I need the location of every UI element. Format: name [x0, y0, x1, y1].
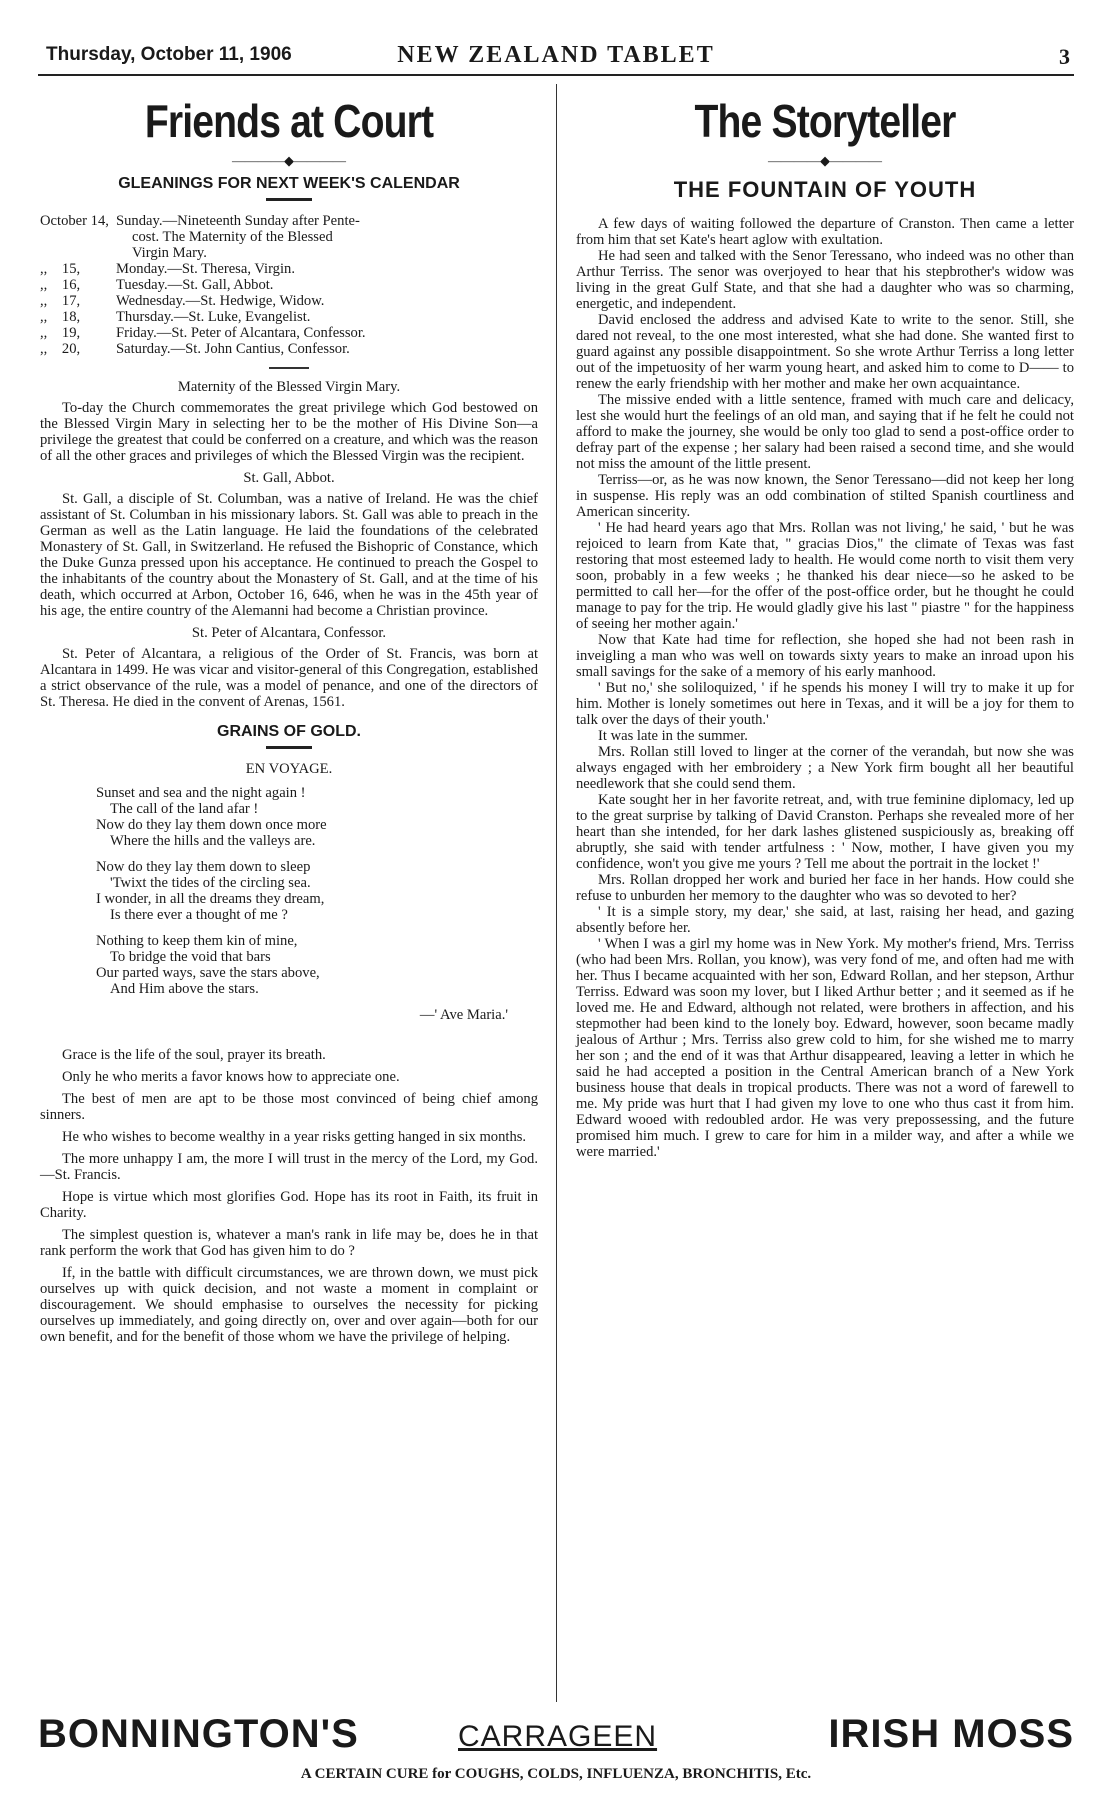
calendar-entry — [40, 277, 538, 293]
calendar-feast: Tuesday.—St. Gall, Abbot. — [116, 277, 274, 293]
calendar-date: ,, 18, — [40, 309, 81, 325]
feast-title: St. Peter of Alcantara, Confessor. — [191, 625, 387, 641]
advertisement — [38, 1712, 1074, 1792]
maxims-list — [40, 1047, 538, 1345]
ad-product-carrageen: CARRAGEEN — [458, 1720, 658, 1753]
poem-stanza — [96, 859, 538, 923]
poem-attribution: —' Ave Maria.' — [419, 1007, 508, 1023]
feast-title: St. Gall, Abbot. — [243, 470, 335, 486]
maxim: Hope is virtue which most glorifies God. Hope has its root in Faith, its fruit in Charity. — [40, 1189, 538, 1221]
short-rule — [269, 367, 309, 369]
calendar-date: ,, 17, — [40, 293, 81, 309]
story-paragraph: Now that Kate had time for reflection, she hoped she had not been rash in inveigling a man who was well on towards sixty years to make an inroad upon his small savings for the sake of a memory of his early manhood. — [576, 632, 1074, 680]
calendar-feast: Wednesday.—St. Hedwige, Widow. — [116, 293, 325, 309]
short-rule — [266, 746, 312, 749]
maxim: The best of men are apt to be those most convinced of being chief among sinners. — [40, 1091, 538, 1123]
poem-line: Nothing to keep them kin of mine, — [96, 933, 298, 949]
left-column — [40, 84, 538, 1351]
poem-line: To bridge the void that bars — [110, 949, 271, 965]
story-paragraph: ' He had heard years ago that Mrs. Rollan was not living,' he said, ' but he was rejoiced to learn from Kate that, " gracias Dios," the climate of Texas was fast restoring that most esteemed lady to health. He would come north to visit them very soon, probably in a few weeks ; he thanked his dear niece—so he asked to be permitted to call her—for the offer of the post-office order, but he thought he could manage to pay for the trip. He would gladly give his last " piastre " for the happiness of seeing her mother again.' — [576, 520, 1074, 632]
calendar-heading: GLEANINGS FOR NEXT WEEK'S CALENDAR — [118, 175, 460, 192]
calendar-date: ,, 20, — [40, 341, 81, 357]
ornament-divider: ――――◆―――― — [768, 153, 882, 168]
story-paragraph: A few days of waiting followed the departure of Cranston. Then came a letter from him that set Kate's heart aglow with exultation. — [576, 216, 1074, 248]
story-paragraph: Kate sought her in her favorite retreat, and, with true feminine diplomacy, led up to the great surprise by talking of David Cranston. Perhaps she revealed more of her heart than she intended, for her dark lashes glistened suspiciously as, breaking off abruptly, she said with tender artfulness : ' Now, mother, I have given you my confidence, won't you give me yours ? Tell me about the portrait in the locket !' — [576, 792, 1074, 872]
calendar-entry — [40, 341, 538, 357]
maxim: If, in the battle with difficult circumstances, we are thrown down, we must pick ourselves up with quick decision, and not waste a moment in complaint or discouragement. We should emphasise to ourselves the necessity for picking ourselves up immediately, and going directly on, over and over again—both for our own benefit, and for the benefit of those whom we have the privilege of helping. — [40, 1265, 538, 1345]
newspaper-title: NEW ZEALAND TABLET — [397, 42, 715, 68]
story-body — [576, 216, 1074, 1160]
section-heading-storyteller: The Storyteller — [694, 95, 956, 147]
feast-body: St. Gall, a disciple of St. Columban, was a native of Ireland. He was the chief assistant of St. Columban in his missionary labors. St. Gall was able to preach in the German as well as the Latin language. He laid the foundations of the celebrated Monastery of St. Gall, in Switzerland. He refused the Bishopric of Constance, which the Duke Gunza pressed upon his acceptance. He continued to preach the Gospel to the inhabitants of the country about the Monastery of St. Gall, and at the time of his death, which occurred at Arbon, October 16, 646, when he was in the 45th year of his age, the entire country of the Alemanni had become a Christian province. — [40, 491, 538, 619]
poem-line: 'Twixt the tides of the circling sea. — [110, 875, 311, 891]
calendar-entry — [40, 293, 538, 309]
short-rule — [266, 198, 312, 201]
section-heading-friends-at-court: Friends at Court — [144, 95, 434, 147]
feast-title: Maternity of the Blessed Virgin Mary. — [177, 379, 401, 395]
grains-heading: GRAINS OF GOLD. — [217, 723, 361, 740]
poem-line: And Him above the stars. — [110, 981, 259, 997]
calendar-date: ,, 19, — [40, 325, 81, 341]
calendar-date: ,, 16, — [40, 277, 81, 293]
story-paragraph: ' It is a simple story, my dear,' she said, at last, raising her head, and gazing absently before her. — [576, 904, 1074, 936]
poem — [96, 785, 538, 997]
poem-line: Now do they lay them down once more — [96, 817, 327, 833]
poem-line: Is there ever a thought of me ? — [110, 907, 288, 923]
poem-line: Our parted ways, save the stars above, — [96, 965, 320, 981]
story-paragraph: Mrs. Rollan still loved to linger at the corner of the verandah, but now she was always engaged with her embroidery ; a New York firm bought all her beautiful needlework that she could send them. — [576, 744, 1074, 792]
calendar-entry-continued: cost. The Maternity of the Blessed — [132, 229, 333, 245]
calendar-feast: Friday.—St. Peter of Alcantara, Confessor. — [116, 325, 366, 341]
maxim: He who wishes to become wealthy in a year risks getting hanged in six months. — [62, 1129, 527, 1145]
column-divider — [556, 84, 557, 1702]
calendar-entry — [40, 309, 538, 325]
maxim: Only he who merits a favor knows how to appreciate one. — [62, 1069, 400, 1085]
ad-product-irish-moss: IRISH MOSS — [828, 1712, 1074, 1756]
story-paragraph: ' When I was a girl my home was in New York. My mother's friend, Mrs. Terriss (who had been Mrs. Rollan, you know), was very fond of me, and often had me with her. Thus I became acquainted with her son, Edward Rollan, and her stepson, Arthur Terriss. Edward was soon my lover, but I liked Arthur better ; and it seemed as if he loved me. He and Edward, although not related, were brothers in affection, and his stepmother had been kind to the lonely boy. Edward, however, soon became madly jealous of Arthur ; Mrs. Terriss also grew cold to him, for she wished me to marry her son ; and the end of it was that Arthur disappeared, leaving a letter in which he said he had accepted a position in the Central American branch of a New York business house that deals in tropical products. There was not a word of farewell to me. My pride was hurt that I had given my love to one who thus cast it from him. Edward wooed with redoubled ardor. He was very prepossessing, and the future promised him much. I grew to care for him in a milder way, and after a while we were married.' — [576, 936, 1074, 1160]
feast-body: St. Peter of Alcantara, a religious of the Order of St. Francis, was born at Alcantara in 1499. He was vicar and visitor-general of this Congregation, established a strict observance of the rule, was a model of penance, and one of the directors of St. Theresa. He died in the convent of Arenas, 1561. — [40, 646, 538, 710]
poem-line: Sunset and sea and the night again ! — [96, 785, 306, 801]
calendar-date: October 14, — [40, 213, 109, 229]
ad-brand: BONNINGTON'S — [38, 1712, 359, 1756]
poem-line: Where the hills and the valleys are. — [110, 833, 316, 849]
maxim: Grace is the life of the soul, prayer its breath. — [62, 1047, 326, 1063]
calendar-entry-continued: Virgin Mary. — [132, 245, 207, 261]
page-number: 3 — [1059, 44, 1070, 69]
masthead — [38, 42, 1074, 76]
poem-line: Now do they lay them down to sleep — [96, 859, 311, 875]
poem-stanza — [96, 933, 538, 997]
calendar-entry — [40, 325, 538, 341]
feast-body: To-day the Church commemorates the great privilege which God bestowed on the Blessed Virgin Mary in selecting her to be the mother of His Divine Son—a privilege the greatest that could be conferred on a creature, and which was the reason of all the other graces and privileges of which the Blessed Virgin was the recipient. — [40, 400, 538, 464]
calendar-feast: Saturday.—St. John Cantius, Confessor. — [116, 341, 350, 357]
issue-date: Thursday, October 11, 1906 — [46, 44, 292, 65]
calendar-feast: Sunday.—Nineteenth Sunday after Pente- — [116, 213, 360, 229]
story-paragraph: The missive ended with a little sentence, framed with much care and delicacy, lest she would hurt the feelings of an old man, and saying that if he felt he could not afford to make the journey, she would be only too glad to send a post-office order to defray part of the expense ; her salary had been raised a second time, and she would not miss the amount of the little present. — [576, 392, 1074, 472]
poem-line: The call of the land afar ! — [110, 801, 259, 817]
right-column — [576, 84, 1074, 1160]
ornament-divider: ――――◆―――― — [232, 153, 346, 168]
calendar-feast: Thursday.—St. Luke, Evangelist. — [116, 309, 311, 325]
calendar-feast: Monday.—St. Theresa, Virgin. — [116, 261, 295, 277]
poem-line: I wonder, in all the dreams they dream, — [96, 891, 325, 907]
story-paragraph: Mrs. Rollan dropped her work and buried her face in her hands. How could she refuse to unburden her memory to the daughter who was so devoted to her? — [576, 872, 1074, 904]
maxim: The simplest question is, whatever a man's rank in life may be, does he in that rank perform the work that God has given him to do ? — [40, 1227, 538, 1259]
maxim: The more unhappy I am, the more I will trust in the mercy of the Lord, my God.—St. Francis. — [40, 1151, 538, 1183]
story-paragraph: Terriss—or, as he was now known, the Senor Teressano—did not keep her long in suspense. His reply was an odd combination of stilted Spanish courtliness and American sincerity. — [576, 472, 1074, 520]
story-title: THE FOUNTAIN OF YOUTH — [673, 177, 977, 202]
calendar-entry — [40, 213, 538, 229]
calendar-entry — [40, 261, 538, 277]
story-paragraph: He had seen and talked with the Senor Teressano, who indeed was no other than Arthur Terriss. The senor was overjoyed to hear that his stepbrother's widow was living in the great Gulf State, and that she had a daughter who was so charming, energetic, and independent. — [576, 248, 1074, 312]
ad-tagline: A CERTAIN CURE for COUGHS, COLDS, INFLUENZA, BRONCHITIS, Etc. — [300, 1766, 812, 1782]
poem-title: EN VOYAGE. — [245, 761, 333, 777]
story-paragraph: It was late in the summer. — [598, 728, 748, 744]
story-paragraph: ' But no,' she soliloquized, ' if he spends his money I will try to make it up for him. Mother is lonely sometimes out here in Texas, and it will be a joy for them to talk over the days of their youth.' — [576, 680, 1074, 728]
calendar-list — [40, 213, 538, 357]
calendar-date: ,, 15, — [40, 261, 81, 277]
poem-stanza — [96, 785, 538, 849]
story-paragraph: David enclosed the address and advised Kate to write to the senor. Still, she dared not reveal, to the one most interested, what she had done. She wanted first to guard against any possible disappointment. So she wrote Arthur Terriss a long letter out of the impetuosity of her warm young heart, and asked him to come to D—— to renew the early friendship with her mother and make her own acquaintance. — [576, 312, 1074, 392]
